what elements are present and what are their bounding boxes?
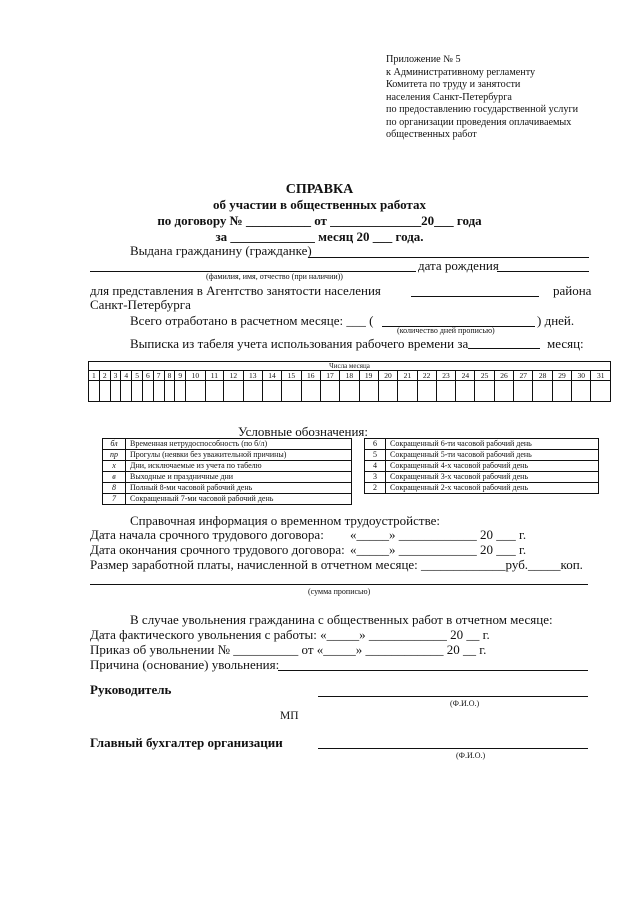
day-number: 20 [378, 371, 397, 381]
day-number: 1 [89, 371, 100, 381]
timesheet-label: Выписка из табеля учета использования рабочего времени за [130, 336, 469, 351]
legend-code: бл [103, 439, 126, 450]
day-mark-cell[interactable] [359, 381, 378, 402]
day-mark-cell[interactable] [417, 381, 436, 402]
day-number: 28 [533, 371, 552, 381]
appendix-note [386, 54, 578, 142]
day-mark-cell[interactable] [186, 381, 205, 402]
legend-row [103, 483, 352, 494]
salary-words-field[interactable] [90, 584, 588, 585]
legend-code: 6 [365, 439, 386, 450]
appendix-line: к Административному регламенту [386, 66, 536, 78]
dismissal-reason-field[interactable] [278, 670, 588, 671]
legend-text: Сокращенный 2-х часовой рабочий день [386, 483, 599, 494]
day-number: 13 [243, 371, 262, 381]
day-number: 31 [591, 371, 611, 381]
legend-code: 7 [103, 494, 126, 505]
contract-start-label: Дата начала срочного трудового договора: [90, 527, 324, 542]
legend-row [103, 494, 352, 505]
day-number: 18 [340, 371, 359, 381]
day-number: 11 [205, 371, 224, 381]
day-mark-cell[interactable] [262, 381, 281, 402]
employment-heading: Справочная информация о временном трудоустройстве: [130, 513, 441, 528]
day-number: 16 [301, 371, 320, 381]
legend-code: 2 [365, 483, 386, 494]
day-number: 24 [456, 371, 475, 381]
day-number: 3 [110, 371, 121, 381]
legend-text: Сокращенный 3-х часовой рабочий день [386, 472, 599, 483]
contract-line: по договору № __________ от ______________20___ года [157, 213, 482, 228]
legend-text: Сокращенный 4-х часовой рабочий день [386, 461, 599, 472]
day-mark-cell[interactable] [164, 381, 175, 402]
day-number: 5 [132, 371, 143, 381]
day-mark-cell[interactable] [591, 381, 611, 402]
legend-title: Условные обозначения: [238, 424, 369, 439]
legend-row [103, 450, 352, 461]
appendix-line: Приложение № 5 [386, 54, 461, 65]
day-mark-cell[interactable] [456, 381, 475, 402]
legend-text: Временная нетрудоспособность (по б/л) [126, 439, 352, 450]
issued-to-label: Выдана гражданину (гражданке) [130, 243, 312, 258]
day-number: 14 [262, 371, 281, 381]
days-table [88, 361, 611, 402]
agency-label: для представления в Агентство занятости населения [90, 283, 381, 298]
appendix-line: Комитета по труду и занятости [386, 79, 521, 90]
legend-row [365, 472, 599, 483]
head-fio-hint: (Ф.И.О.) [450, 699, 480, 708]
day-mark-cell[interactable] [378, 381, 397, 402]
day-mark-cell[interactable] [533, 381, 552, 402]
spb-label: Санкт-Петербурга [90, 297, 191, 312]
dismissal-heading: В случае увольнения гражданина с общественных работ в отчетном месяце: [130, 612, 553, 627]
legend-row [103, 472, 352, 483]
stamp-label: МП [280, 710, 299, 722]
legend-row [365, 483, 599, 494]
day-mark-cell[interactable] [494, 381, 513, 402]
day-number: 10 [186, 371, 205, 381]
day-number: 26 [494, 371, 513, 381]
legend-text: Сокращенный 6-ти часовой рабочий день [386, 439, 599, 450]
day-mark-cell[interactable] [320, 381, 339, 402]
legend-text: Дни, исключаемые из учета по табелю [126, 461, 352, 472]
day-mark-cell[interactable] [110, 381, 121, 402]
legend-code: пр [103, 450, 126, 461]
day-mark-cell[interactable] [205, 381, 224, 402]
day-mark-cell[interactable] [175, 381, 186, 402]
appendix-line: общественных работ [386, 129, 477, 140]
day-number: 7 [153, 371, 164, 381]
day-number: 9 [175, 371, 186, 381]
contract-end-date[interactable]: «_____» ____________ 20 ___ г. [350, 542, 527, 557]
sum-hint: (сумма прописью) [308, 587, 371, 596]
day-number: 22 [417, 371, 436, 381]
day-number: 2 [99, 371, 110, 381]
day-number: 15 [282, 371, 301, 381]
day-number: 27 [514, 371, 533, 381]
legend-text: Прогулы (неявки без уважительной причины) [126, 450, 352, 461]
day-mark-cell[interactable] [121, 381, 132, 402]
day-mark-cell[interactable] [89, 381, 100, 402]
day-mark-cell[interactable] [475, 381, 494, 402]
day-number: 25 [475, 371, 494, 381]
appendix-line: по предоставлению государственной услуги [386, 104, 579, 115]
birth-date-label: дата рождения [418, 258, 499, 273]
day-mark-cell[interactable] [340, 381, 359, 402]
day-mark-cell[interactable] [436, 381, 455, 402]
days-hint: (количество дней прописью) [397, 326, 495, 335]
legend-row [103, 461, 352, 472]
timesheet-month-field[interactable] [468, 348, 540, 349]
dismissal-reason-label: Причина (основание) увольнения: [90, 657, 280, 672]
head-label: Руководитель [90, 682, 172, 697]
district-label: района [553, 283, 592, 298]
appendix-line: по организации проведения оплачиваемых [386, 116, 572, 128]
legend-text: Выходные и праздничные дни [126, 472, 352, 483]
district-field[interactable] [411, 296, 539, 297]
legend-row [365, 450, 599, 461]
day-mark-cell[interactable] [224, 381, 243, 402]
salary-line[interactable]: Размер заработной платы, начисленной в отчетном месяце: _____________руб._____коп. [90, 557, 583, 572]
legend-code: 4 [365, 461, 386, 472]
day-mark-cell[interactable] [572, 381, 591, 402]
day-mark-cell[interactable] [243, 381, 262, 402]
day-mark-cell[interactable] [514, 381, 533, 402]
day-number: 19 [359, 371, 378, 381]
dismissal-order[interactable]: Приказ об увольнении № __________ от «_____» ____________ 20 __ г. [90, 642, 487, 657]
legend-code: 8 [103, 483, 126, 494]
legend-text: Сокращенный 5-ти часовой рабочий день [386, 450, 599, 461]
accountant-signature-field[interactable] [318, 748, 588, 749]
legend-code: 3 [365, 472, 386, 483]
accountant-label: Главный бухгалтер организации [90, 735, 283, 750]
worked-days-tail: ) дней. [537, 313, 575, 328]
day-number: 23 [436, 371, 455, 381]
legend-code: х [103, 461, 126, 472]
day-mark-cell[interactable] [142, 381, 153, 402]
head-signature-field[interactable] [318, 696, 588, 697]
day-mark-cell[interactable] [301, 381, 320, 402]
day-number: 21 [398, 371, 417, 381]
accountant-fio-hint: (Ф.И.О.) [456, 751, 486, 760]
timesheet-month-label: месяц: [547, 336, 584, 351]
legend-row [365, 439, 599, 450]
appendix-line: населения Санкт-Петербурга [386, 91, 512, 103]
legend-left-table [102, 438, 352, 505]
birth-date-field[interactable] [497, 271, 589, 272]
document-title: СПРАВКА [285, 182, 354, 197]
day-number: 12 [224, 371, 243, 381]
day-mark-cell[interactable] [132, 381, 143, 402]
month-line: за _____________ месяц 20 ___ года. [215, 229, 424, 244]
days-header: Числа месяца [89, 362, 611, 371]
legend-row [365, 461, 599, 472]
legend-right-table [364, 438, 599, 494]
day-number: 30 [572, 371, 591, 381]
legend-text: Полный 8-ми часовой рабочий день [126, 483, 352, 494]
worked-total-label: Всего отработано в расчетном месяце: ___ ( [130, 313, 374, 328]
day-number: 29 [552, 371, 571, 381]
contract-start-date[interactable]: «_____» ____________ 20 ___ г. [350, 527, 527, 542]
day-mark-cell[interactable] [282, 381, 301, 402]
day-number: 6 [142, 371, 153, 381]
legend-code: в [103, 472, 126, 483]
day-mark-cell[interactable] [398, 381, 417, 402]
day-number: 17 [320, 371, 339, 381]
day-mark-cell[interactable] [99, 381, 110, 402]
day-number: 4 [121, 371, 132, 381]
document-subtitle: об участии в общественных работах [213, 197, 426, 212]
contract-end-label: Дата окончания срочного трудового договора: [90, 542, 345, 557]
legend-text: Сокращенный 7-ми часовой рабочий день [126, 494, 352, 505]
day-number: 8 [164, 371, 175, 381]
fio-hint: (фамилия, имя, отчество (при наличии)) [206, 272, 343, 281]
legend-code: 5 [365, 450, 386, 461]
day-mark-cell[interactable] [153, 381, 164, 402]
legend-row [103, 439, 352, 450]
day-mark-cell[interactable] [552, 381, 571, 402]
dismissal-actual-date[interactable]: Дата фактического увольнения с работы: «_____» ____________ 20 __ г. [90, 627, 490, 642]
